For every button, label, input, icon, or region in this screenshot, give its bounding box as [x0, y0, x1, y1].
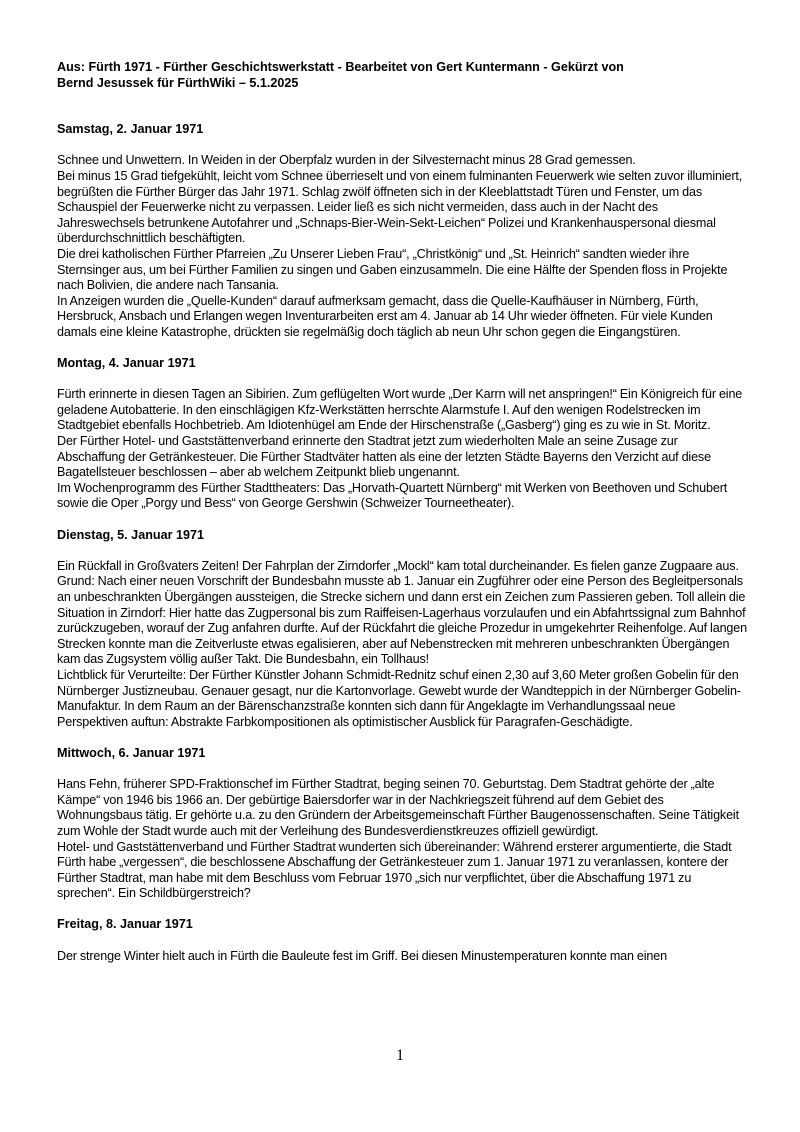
page-number: 1 [396, 1047, 404, 1064]
paragraph: Lichtblick für Verurteilte: Der Fürther Künstler Johann Schmidt-Rednitz schuf einen 2,30 auf 3,60 Meter großen Gobelin für den Nürnberger Justizneubau. Genauer gesagt, nur die Kartonvorlage. Gewebt wurde der Wandteppich in der Nürnberger Gobelin-Manufaktur. In dem Raum an der Bärenschanzstraße konnten sich dann für Angeklagte im Verhandlungssaal neue Perspektiven auftun: Abstrakte Farbkompositionen als optimistischer Ausblick für Paragrafen-Geschädigte. [57, 667, 741, 729]
header-line: Aus: Fürth 1971 - Fürther Geschichtswerkstatt - Bearbeitet von Gert Kuntermann - Gekürzt von [57, 60, 624, 74]
paragraph: Die drei katholischen Fürther Pfarreien „Zu Unserer Lieben Frau“, „Christkönig“ und „St. Heinrich“ sandten wieder ihre Sternsinger aus, um bei Fürther Familien zu singen und Gaben einzusammeln. Die eine Hälfte der Spenden floss in Projekte nach Bolivien, die andere nach Tansania. [57, 246, 728, 293]
section-freitag-8-januar [57, 917, 747, 964]
paragraph: Der Fürther Hotel- und Gaststättenverband erinnerte den Stadtrat jetzt zum wiederholten Male an seine Zusage zur Abschaffung der Getränkesteuer. Die Fürther Stadtväter hatten als eine der letzten Städte Bayerns den Verzicht auf diese Bagatellsteuer beschlossen – aber ab welchem Zeitpunkt blieb ungenannt. [57, 434, 711, 480]
paragraph: Bei minus 15 Grad tiefgekühlt, leicht vom Schnee überrieselt und von einem fulminanten Feuerwerk wie selten zuvor illuminiert, begrüßten die Fürther Bürger das Jahr 1971. Schlag zwölf öffneten sich in der Kleeblattstadt Türen und Fenster, um das Schauspiel der Feuerwerke nicht zu verpassen. Leider ließ es sich nicht vermeiden, dass auch in der Nacht des Jahreswechsels betrunkene Autofahrer und „Schnaps-Bier-Wein-Sekt-Leichen“ Polizei und Krankenhauspersonal diesmal überdurchschnittlich beschäftigten. [57, 168, 743, 246]
section-title: Montag, 4. Januar 1971 [57, 356, 196, 371]
paragraph: Im Wochenprogramm des Fürther Stadttheaters: Das „Horvath-Quartett Nürnberg“ mit Werken von Beethoven und Schubert sowie die Oper „Porgy und Bess“ von George Gershwin (Schweizer Tourneetheater). [57, 480, 728, 511]
section-title: Mittwoch, 6. Januar 1971 [57, 745, 206, 760]
paragraph: Hans Fehn, früherer SPD-Fraktionschef im Fürther Stadtrat, beging seinen 70. Geburtstag. Dem Stadtrat gehörte der „alte Kämpe“ von 1946 bis 1966 an. Der gebürtige Baiersdorfer war in der Nachkriegszeit führend auf dem Gebiet des Wohnungsbaus tätig. Er gehörte u.a. zu den Gründern der Arbeitsgemeinschaft Fürther Baugenossenschaften. Seine Tätigkeit zum Wohle der Stadt wurde auch mit der Verleihung des Bundesverdienstkreuzes offiziell gewürdigt. [57, 777, 739, 838]
section-title: Dienstag, 5. Januar 1971 [57, 527, 204, 542]
paragraph: Fürth erinnerte in diesen Tagen an Sibirien. Zum geflügelten Wort wurde „Der Karrn will net anspringen!“ Ein Königreich für eine geladene Autobatterie. In den einschlägigen Kfz-Werkstätten herrschte Alarmstufe I. Auf den wenigen Rodelstrecken im Stadtgebiet ebenfalls Hochbetrieb. Am Idiotenhügel am Ende der Hirschenstraße („Gasberg“) ging es zu wie in St. Moritz. [57, 387, 743, 433]
section-title: Samstag, 2. Januar 1971 [57, 122, 204, 137]
section-mittwoch-6-januar [57, 746, 747, 902]
paragraph: Der strenge Winter hielt auch in Fürth die Bauleute fest im Griff. Bei diesen Minustemperaturen konnte man einen [57, 948, 667, 963]
paragraph: Ein Rückfall in Großvaters Zeiten! Der Fahrplan der Zirndorfer „Mockl“ kam total durcheinander. Es fielen ganze Zugpaare aus. Grund: Nach einer neuen Vorschrift der Bundesbahn musste ab 1. Januar ein Zugführer oder eine Person des Begleitpersonals an unbeschrankten Übergängen aussteigen, die Strecke sichern und dann erst ein Zeichen zum Passieren geben. Toll allein die Situation in Zirndorf: Hier hatte das Zugpersonal bis zum Raiffeisen-Lagerhaus vorzulaufen und ein Abfahrtssignal zum Bahnhof zurückzugeben, worauf der Zug anfahren durfte. Auf der Rückfahrt die gleiche Prozedur in umgekehrter Reihenfolge. Auf langen Strecken konnte man die Zeitverluste etwas egalisieren, aber auf Nebenstrecken mit mehreren unbeschrankten Übergängen kam das Zugsystem völlig außer Takt. Die Bundesbahn, ein Tollhaus! [57, 558, 747, 667]
paragraph: Schnee und Unwettern. In Weiden in der Oberpfalz wurden in der Silvesternacht minus 28 Grad gemessen. [57, 153, 636, 168]
section-samstag-2-januar [57, 122, 747, 340]
paragraph: Hotel- und Gaststättenverband und Fürther Stadtrat wunderten sich übereinander: Während ersterer argumentierte, die Stadt Fürth habe „vergessen“, die beschlossene Abschaffung der Getränkesteuer zum 1. Januar 1971 zu veranlassen, kontere der Fürther Stadtrat, man habe mit dem Beschluss vom Februar 1970 „sich nur verpflichtet, über die Abschaffung 1971 zu sprechen“. Ein Schildbürgerstreich? [57, 839, 732, 901]
document-header [57, 60, 747, 91]
section-dienstag-5-januar [57, 528, 747, 731]
document-page [57, 60, 747, 980]
header-line: Bernd Jesussek für FürthWiki – 5.1.2025 [57, 75, 299, 90]
section-title: Freitag, 8. Januar 1971 [57, 917, 193, 932]
paragraph: In Anzeigen wurden die „Quelle-Kunden“ darauf aufmerksam gemacht, dass die Quelle-Kaufhäuser in Nürnberg, Fürth, Hersbruck, Ansbach und Erlangen wegen Inventurarbeiten erst am 4. Januar ab 14 Uhr wieder öffneten. Für viele Kunden damals eine kleine Katastrophe, drückten sie regelmäßig doch täglich ab neun Uhr schon gegen die Eingangstüren. [57, 293, 713, 339]
section-montag-4-januar [57, 356, 747, 512]
